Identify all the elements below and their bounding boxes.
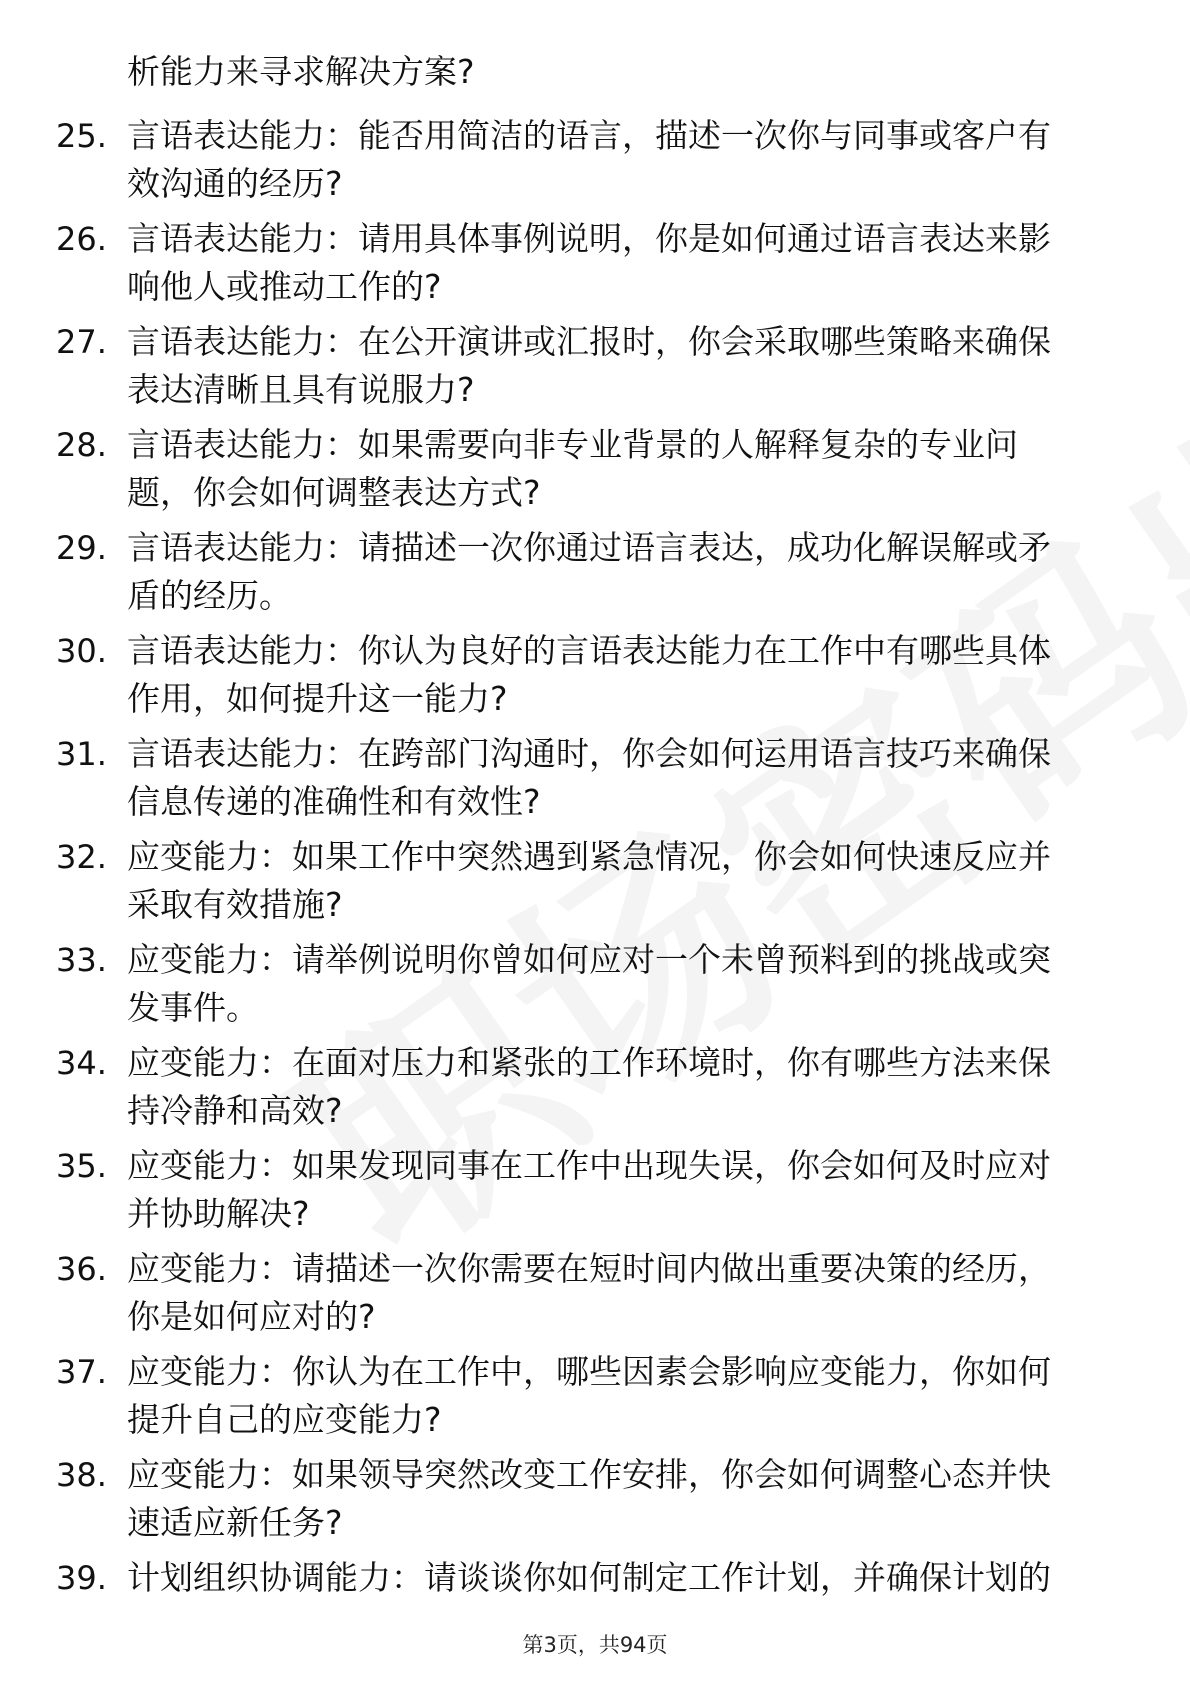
question-text [127,1348,1127,1444]
question-text-line: 计划组织协调能力：请谈谈你如何制定工作计划，并确保计划的 [127,1558,1051,1597]
question-text-line: 言语表达能力：在跨部门沟通时，你会如何运用语言技巧来确保 [127,734,1051,773]
question-number: 32. [56,838,107,876]
question-text-line: 你是如何应对的? [127,1297,376,1336]
question-text [127,1039,1127,1135]
question-text [127,112,1127,208]
question-item [0,627,1190,730]
question-number: 37. [56,1353,107,1391]
question-text-line: 提升自己的应变能力? [127,1400,442,1439]
question-text-line: 盾的经历。 [127,576,292,615]
question-number: 28. [56,426,107,464]
question-text [127,833,1127,929]
question-number: 30. [56,632,107,670]
question-item [0,524,1190,627]
question-text [127,524,1127,620]
question-number: 35. [56,1147,107,1185]
question-list [0,112,1190,1657]
question-text-line: 言语表达能力：能否用简洁的语言，描述一次你与同事或客户有 [127,116,1051,155]
question-item [0,1348,1190,1451]
question-text [127,936,1127,1032]
question-text-line: 发事件。 [127,988,259,1027]
question-text [127,1554,1127,1602]
question-number: 36. [56,1250,107,1288]
question-text-line: 响他人或推动工作的? [127,267,442,306]
question-text [127,421,1127,517]
question-text-line: 应变能力：在面对压力和紧张的工作环境时，你有哪些方法来保 [127,1043,1051,1082]
question-text-line: 效沟通的经历? [127,164,343,203]
question-number: 29. [56,529,107,567]
question-text-line: 言语表达能力：如果需要向非专业背景的人解释复杂的专业问 [127,425,1018,464]
question-item [0,1039,1190,1142]
question-text-line: 言语表达能力：请描述一次你通过语言表达，成功化解误解或矛 [127,528,1051,567]
question-number: 39. [56,1559,107,1597]
question-text-line: 应变能力：你认为在工作中，哪些因素会影响应变能力，你如何 [127,1352,1051,1391]
question-item [0,1142,1190,1245]
question-text [127,1451,1127,1547]
question-text [127,627,1127,723]
question-item [0,112,1190,215]
question-text [127,730,1127,826]
question-item [0,833,1190,936]
question-item [0,730,1190,833]
question-text-line: 言语表达能力：你认为良好的言语表达能力在工作中有哪些具体 [127,631,1051,670]
question-text-line: 应变能力：如果发现同事在工作中出现失误，你会如何及时应对 [127,1146,1051,1185]
question-number: 27. [56,323,107,361]
question-text-line: 表达清晰且具有说服力? [127,370,475,409]
question-text [127,1245,1127,1341]
question-number: 38. [56,1456,107,1494]
question-item [0,1245,1190,1348]
question-text-line: 信息传递的准确性和有效性? [127,782,541,821]
question-text-line: 言语表达能力：在公开演讲或汇报时，你会采取哪些策略来确保 [127,322,1051,361]
question-number: 26. [56,220,107,258]
question-item [0,215,1190,318]
continued-question-line: 析能力来寻求解决方案? [127,52,475,91]
question-item [0,1451,1190,1554]
question-text [127,318,1127,414]
question-text-line: 言语表达能力：请用具体事例说明，你是如何通过语言表达来影 [127,219,1051,258]
question-text-line: 题，你会如何调整表达方式? [127,473,541,512]
question-item [0,318,1190,421]
question-number: 31. [56,735,107,773]
question-item [0,936,1190,1039]
question-text-line: 作用，如何提升这一能力? [127,679,508,718]
question-text-line: 应变能力：请描述一次你需要在短时间内做出重要决策的经历， [127,1249,1051,1288]
question-text-line: 持冷静和高效? [127,1091,343,1130]
page-footer: 第3页，共94页 [522,1633,668,1657]
question-text-line: 应变能力：请举例说明你曾如何应对一个未曾预料到的挑战或突 [127,940,1051,979]
question-text-line: 应变能力：如果领导突然改变工作安排，你会如何调整心态并快 [127,1455,1051,1494]
question-text-line: 采取有效措施? [127,885,343,924]
question-number: 33. [56,941,107,979]
question-text-line: 并协助解决? [127,1194,310,1233]
question-text-line: 速适应新任务? [127,1503,343,1542]
question-text [127,1142,1127,1238]
question-number: 34. [56,1044,107,1082]
question-text-line: 应变能力：如果工作中突然遇到紧急情况，你会如何快速反应并 [127,837,1051,876]
question-number: 25. [56,117,107,155]
question-item [0,421,1190,524]
question-text [127,215,1127,311]
